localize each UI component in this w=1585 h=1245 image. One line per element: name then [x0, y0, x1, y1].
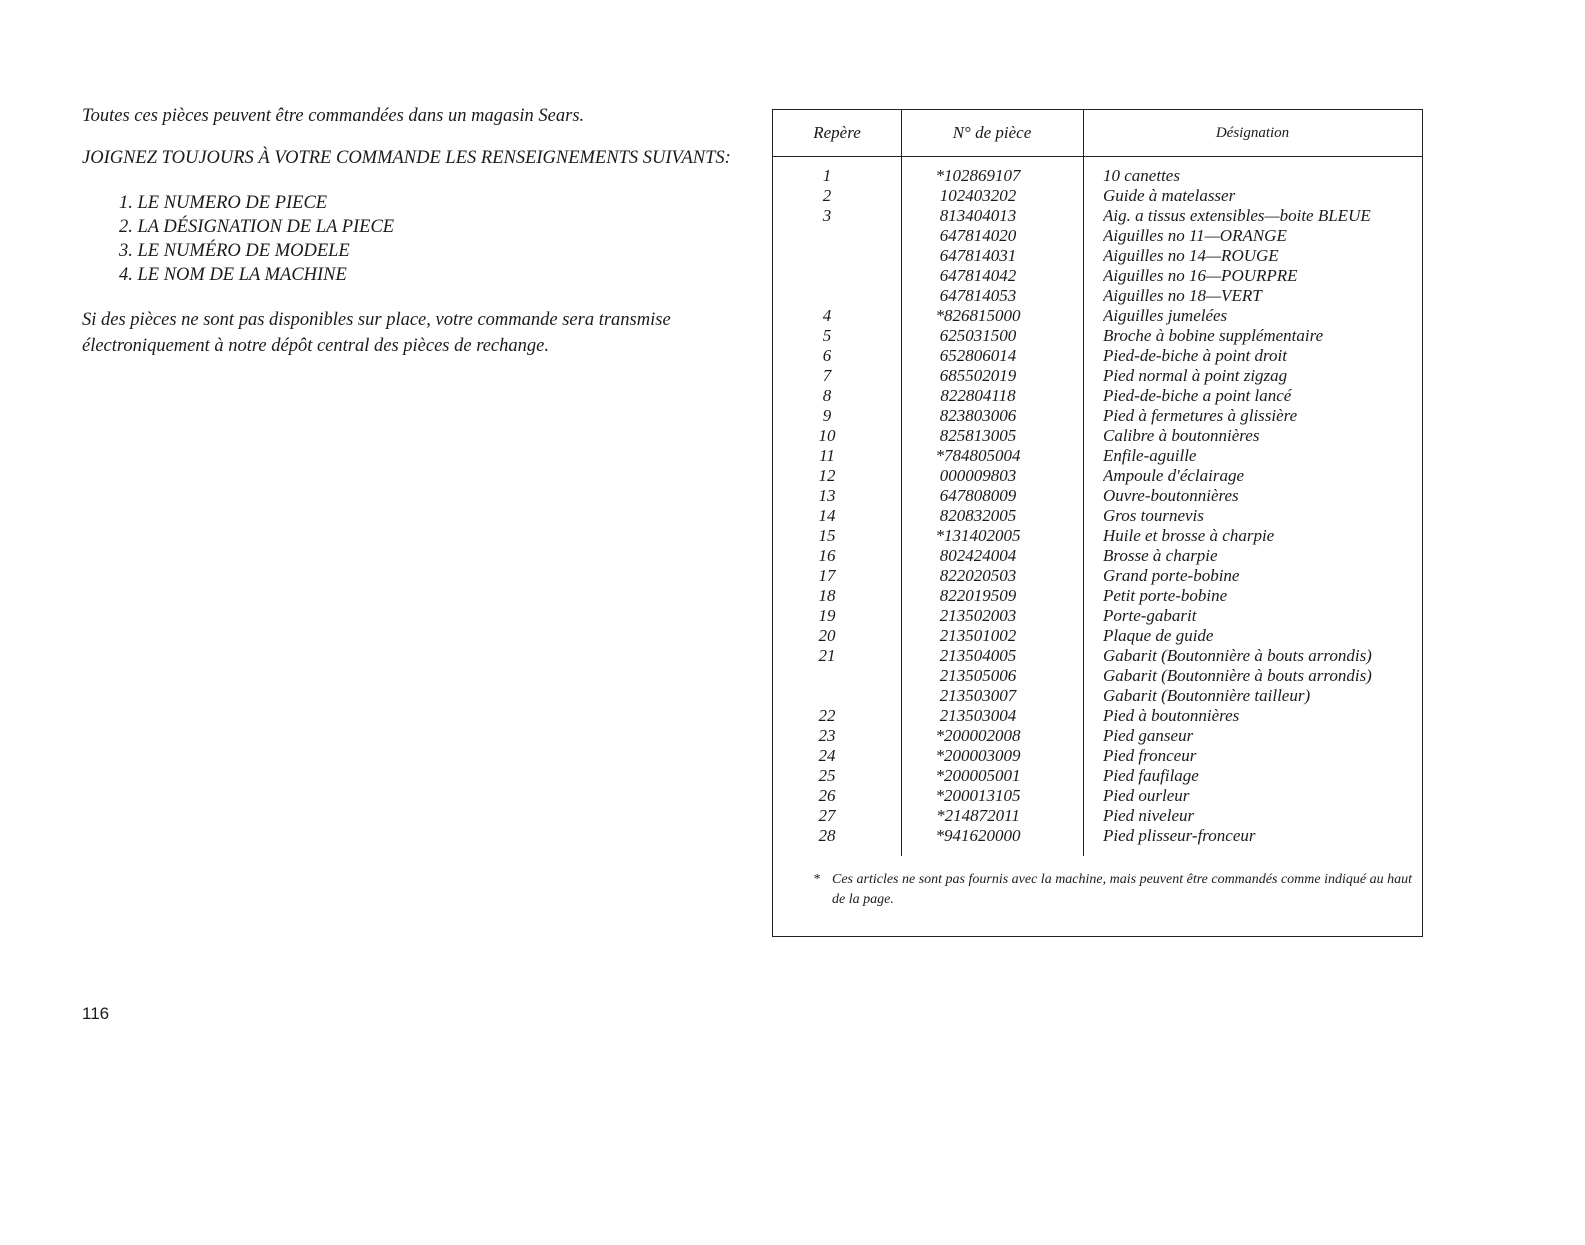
cell-repere: 25 [818, 766, 836, 785]
list-item: 3. LE NUMÉRO DE MODELE [119, 241, 350, 261]
list-item: 4. LE NOM DE LA MACHINE [119, 265, 347, 285]
cell-designation: Pied fronceur [1103, 746, 1197, 765]
footnote-asterisk: * [813, 872, 820, 887]
cell-repere: 23 [818, 726, 836, 745]
cell-part-number: *200003009 [935, 746, 1021, 765]
cell-part-number: 213503007 [939, 686, 1017, 705]
cell-repere: 11 [819, 446, 835, 465]
table-row [773, 566, 1422, 586]
cell-designation: Grand porte-bobine [1103, 566, 1240, 585]
table-row [773, 586, 1422, 606]
table-row [773, 266, 1422, 286]
cell-designation: Pied normal à point zigzag [1103, 366, 1288, 385]
cell-designation: Aiguilles no 11—ORANGE [1103, 226, 1287, 245]
required-info-list [82, 191, 742, 287]
header-repere: Repère [813, 123, 861, 142]
cell-repere: 9 [822, 406, 832, 425]
table-row [773, 446, 1422, 466]
footnote [813, 870, 1413, 910]
cell-designation: Ampoule d'éclairage [1103, 466, 1245, 485]
cell-designation: Gabarit (Boutonnière tailleur) [1103, 686, 1311, 705]
cell-designation: Aiguilles no 16—POURPRE [1103, 266, 1298, 285]
cell-designation: Gabarit (Boutonnière à bouts arrondis) [1103, 666, 1372, 685]
cell-repere: 13 [818, 486, 836, 505]
cell-part-number: *200005001 [935, 766, 1021, 785]
cell-part-number: *826815000 [935, 306, 1021, 325]
cell-repere: 1 [822, 166, 832, 185]
table-row [773, 326, 1422, 346]
table-row [773, 306, 1422, 326]
cell-part-number: 822020503 [939, 566, 1017, 585]
cell-part-number: *200002008 [935, 726, 1021, 745]
table-row [773, 526, 1422, 546]
table-row [773, 406, 1422, 426]
cell-part-number: 000009803 [939, 466, 1017, 485]
cell-part-number: 822019509 [939, 586, 1017, 605]
cell-designation: Gros tournevis [1103, 506, 1204, 525]
cell-part-number: 213502003 [939, 606, 1017, 625]
cell-part-number: 823803006 [939, 406, 1017, 425]
cell-designation: Pied à boutonnières [1103, 706, 1240, 725]
header-numero: N° de pièce [952, 123, 1032, 142]
cell-designation: Aiguilles no 18—VERT [1103, 286, 1262, 305]
cell-repere: 2 [822, 186, 832, 205]
cell-part-number: 647814053 [939, 286, 1017, 305]
table-row [773, 746, 1422, 766]
cell-designation: 10 canettes [1103, 166, 1180, 185]
cell-designation: Petit porte-bobine [1103, 586, 1228, 605]
cell-part-number: *784805004 [935, 446, 1021, 465]
cell-designation: Aiguilles jumelées [1103, 306, 1228, 325]
cell-part-number: 825813005 [939, 426, 1017, 445]
cell-designation: Ouvre-boutonnières [1103, 486, 1239, 505]
footnote-text: Ces articles ne sont pas fournis avec la machine, mais peuvent être commandés comme indiqué au haut de la page. [832, 872, 1412, 907]
table-row [773, 346, 1422, 366]
cell-part-number: 647808009 [939, 486, 1017, 505]
cell-part-number: *200013105 [935, 786, 1021, 805]
cell-repere: 10 [818, 426, 836, 445]
cell-designation: Porte-gabarit [1103, 606, 1197, 625]
table-row [773, 486, 1422, 506]
header-designation: Désignation [1215, 125, 1290, 141]
parts-table [772, 109, 1423, 937]
cell-designation: Broche à bobine supplémentaire [1103, 326, 1324, 345]
table-row [773, 646, 1422, 666]
table-row [773, 186, 1422, 206]
cell-designation: Pied niveleur [1103, 806, 1195, 825]
cell-designation: Plaque de guide [1103, 626, 1214, 645]
cell-designation: Pied plisseur-fronceur [1103, 826, 1256, 845]
table-row [773, 726, 1422, 746]
cell-designation: Aig. a tissus extensibles—boite BLEUE [1103, 206, 1371, 225]
list-item: 1. LE NUMERO DE PIECE [119, 193, 328, 213]
table-row [773, 666, 1422, 686]
cell-designation: Pied-de-biche à point droit [1103, 346, 1287, 365]
table-row [773, 506, 1422, 526]
cell-repere: 12 [818, 466, 836, 485]
table-row [773, 546, 1422, 566]
cell-part-number: 213505006 [939, 666, 1017, 685]
cell-part-number: 213504005 [939, 646, 1017, 665]
availability-note: Si des pièces ne sont pas disponibles sur place, votre commande sera transmise électroniquement à notre dépôt central des pièces de rechange. [82, 310, 671, 356]
cell-repere: 5 [822, 326, 832, 345]
cell-repere: 6 [822, 346, 832, 365]
cell-part-number: 822804118 [940, 386, 1016, 405]
cell-part-number: 102403202 [939, 186, 1017, 205]
cell-repere: 18 [818, 586, 836, 605]
table-row [773, 206, 1422, 226]
cell-repere: 15 [818, 526, 836, 545]
table-row [773, 806, 1422, 826]
cell-repere: 24 [818, 746, 836, 765]
cell-repere: 19 [818, 606, 836, 625]
cell-part-number: 685502019 [939, 366, 1017, 385]
cell-designation: Pied-de-biche a point lancé [1103, 386, 1292, 405]
table-row [773, 246, 1422, 266]
cell-part-number: *214872011 [936, 806, 1020, 825]
cell-designation: Guide à matelasser [1103, 186, 1236, 205]
cell-designation: Pied à fermetures à glissière [1103, 406, 1298, 425]
intro-heading: JOIGNEZ TOUJOURS À VOTRE COMMANDE LES RENSEIGNEMENTS SUIVANTS: [82, 148, 731, 168]
table-row [773, 386, 1422, 406]
cell-part-number: 813404013 [939, 206, 1017, 225]
table-row [773, 826, 1422, 846]
cell-designation: Enfile-aguille [1103, 446, 1197, 465]
cell-part-number: *131402005 [935, 526, 1021, 545]
cell-part-number: 652806014 [939, 346, 1017, 365]
table-row [773, 166, 1422, 186]
cell-part-number: *941620000 [935, 826, 1021, 845]
cell-repere: 22 [818, 706, 836, 725]
cell-repere: 21 [818, 646, 836, 665]
cell-repere: 3 [822, 206, 832, 225]
cell-repere: 27 [818, 806, 836, 825]
table-row [773, 626, 1422, 646]
cell-repere: 14 [818, 506, 836, 525]
cell-designation: Pied ganseur [1103, 726, 1194, 745]
cell-part-number: 213503004 [939, 706, 1017, 725]
table-row [773, 226, 1422, 246]
page-number: 116 [82, 1004, 110, 1023]
cell-designation: Gabarit (Boutonnière à bouts arrondis) [1103, 646, 1372, 665]
table-body [773, 166, 1422, 846]
cell-designation: Huile et brosse à charpie [1103, 526, 1275, 545]
cell-part-number: 647814031 [939, 246, 1017, 265]
table-row [773, 706, 1422, 726]
cell-designation: Pied faufilage [1103, 766, 1199, 785]
cell-repere: 8 [822, 386, 832, 405]
table-row [773, 466, 1422, 486]
cell-part-number: 820832005 [939, 506, 1017, 525]
cell-repere: 17 [818, 566, 836, 585]
cell-repere: 28 [818, 826, 836, 845]
cell-designation: Brosse à charpie [1103, 546, 1218, 565]
ordering-instructions [82, 104, 742, 359]
table-header [773, 110, 1422, 157]
cell-designation: Pied ourleur [1103, 786, 1190, 805]
cell-part-number: *102869107 [935, 166, 1021, 185]
table-row [773, 766, 1422, 786]
cell-repere: 20 [818, 626, 836, 645]
table-row [773, 786, 1422, 806]
cell-repere: 4 [822, 306, 832, 325]
cell-part-number: 647814042 [939, 266, 1017, 285]
cell-designation: Calibre à boutonnières [1103, 426, 1260, 445]
table-row [773, 686, 1422, 706]
cell-repere: 26 [818, 786, 836, 805]
cell-part-number: 802424004 [939, 546, 1017, 565]
intro-text: Toutes ces pièces peuvent être commandées dans un magasin Sears. [82, 106, 585, 126]
cell-part-number: 647814020 [939, 226, 1017, 245]
cell-repere: 16 [818, 546, 836, 565]
cell-part-number: 625031500 [939, 326, 1017, 345]
table-row [773, 286, 1422, 306]
table-row [773, 606, 1422, 626]
cell-repere: 7 [822, 366, 832, 385]
table-row [773, 426, 1422, 446]
list-item: 2. LA DÉSIGNATION DE LA PIECE [119, 217, 395, 237]
cell-designation: Aiguilles no 14—ROUGE [1103, 246, 1279, 265]
table-row [773, 366, 1422, 386]
cell-part-number: 213501002 [939, 626, 1017, 645]
